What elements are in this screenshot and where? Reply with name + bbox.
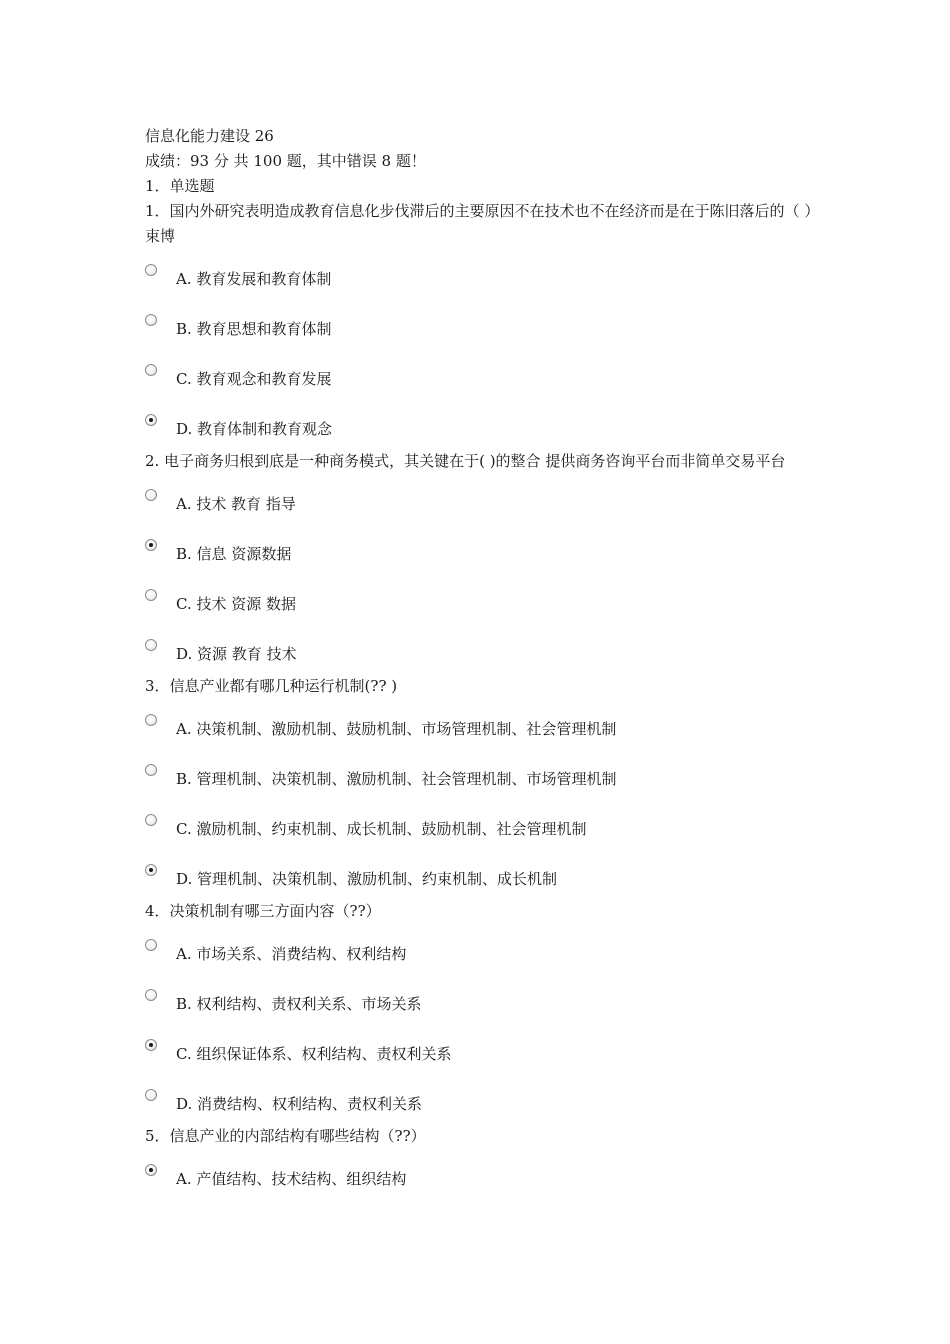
radio-button[interactable] <box>145 539 157 551</box>
radio-button[interactable] <box>145 939 157 951</box>
option-row[interactable] <box>145 849 825 899</box>
radio-button[interactable] <box>145 814 157 826</box>
option-row[interactable] <box>145 524 825 574</box>
option-row[interactable] <box>145 474 825 524</box>
option-row[interactable] <box>145 249 825 299</box>
radio-button[interactable] <box>145 864 157 876</box>
option-row[interactable] <box>145 749 825 799</box>
option-label: A. 教育发展和教育体制 <box>176 270 332 288</box>
option-row[interactable] <box>145 1024 825 1074</box>
score-summary: 成绩：93 分 共 100 题，其中错误 8 题！ <box>145 152 426 170</box>
question-text: 5．信息产业的内部结构有哪些结构（??） <box>145 1127 426 1145</box>
document-page <box>145 124 825 1199</box>
question-block <box>145 199 825 449</box>
question-text: 3．信息产业都有哪几种运行机制(?? ) <box>145 677 398 695</box>
option-label: D. 教育体制和教育观念 <box>176 420 333 438</box>
radio-button[interactable] <box>145 489 157 501</box>
question-text: 2. 电子商务归根到底是一种商务模式，其关键在于( )的整合 提供商务咨询平台而非简单交易平台 <box>145 452 786 470</box>
option-label: D. 消费结构、权利结构、责权利关系 <box>176 1095 423 1113</box>
option-row[interactable] <box>145 924 825 974</box>
option-row[interactable] <box>145 1074 825 1124</box>
option-label: D. 资源 教育 技术 <box>176 645 297 663</box>
radio-button[interactable] <box>145 639 157 651</box>
option-row[interactable] <box>145 624 825 674</box>
radio-button[interactable] <box>145 264 157 276</box>
option-label: B. 管理机制、决策机制、激励机制、社会管理机制、市场管理机制 <box>176 770 617 788</box>
option-row[interactable] <box>145 974 825 1024</box>
option-label: B. 信息 资源数据 <box>176 545 292 563</box>
question-block <box>145 1124 825 1199</box>
option-label: A. 市场关系、消费结构、权利结构 <box>176 945 407 963</box>
option-row[interactable] <box>145 299 825 349</box>
document-title: 信息化能力建设 26 <box>145 127 274 145</box>
option-row[interactable] <box>145 574 825 624</box>
radio-button[interactable] <box>145 714 157 726</box>
radio-button[interactable] <box>145 1089 157 1101</box>
radio-button[interactable] <box>145 1164 157 1176</box>
section-heading: 1．单选题 <box>145 177 215 195</box>
radio-button[interactable] <box>145 589 157 601</box>
question-block <box>145 449 825 674</box>
option-label: A. 决策机制、激励机制、鼓励机制、市场管理机制、社会管理机制 <box>176 720 617 738</box>
radio-button[interactable] <box>145 414 157 426</box>
radio-button[interactable] <box>145 314 157 326</box>
question-text: 4．决策机制有哪三方面内容（??） <box>145 902 381 920</box>
radio-button[interactable] <box>145 1039 157 1051</box>
option-row[interactable] <box>145 1149 825 1199</box>
option-row[interactable] <box>145 349 825 399</box>
option-row[interactable] <box>145 799 825 849</box>
option-row[interactable] <box>145 699 825 749</box>
radio-button[interactable] <box>145 989 157 1001</box>
option-label: D. 管理机制、决策机制、激励机制、约束机制、成长机制 <box>176 870 558 888</box>
radio-button[interactable] <box>145 764 157 776</box>
option-label: A. 产值结构、技术结构、组织结构 <box>176 1170 407 1188</box>
option-label: C. 技术 资源 数据 <box>176 595 297 613</box>
option-label: C. 组织保证体系、权利结构、责权利关系 <box>176 1045 452 1063</box>
question-text: 1．国内外研究表明造成教育信息化步伐滞后的主要原因不在技术也不在经济而是在于陈旧落后的（ ）束博 <box>145 202 812 245</box>
option-label: B. 教育思想和教育体制 <box>176 320 332 338</box>
question-block <box>145 899 825 1124</box>
option-label: C. 教育观念和教育发展 <box>176 370 332 388</box>
radio-button[interactable] <box>145 364 157 376</box>
option-label: B. 权利结构、责权利关系、市场关系 <box>176 995 422 1013</box>
option-row[interactable] <box>145 399 825 449</box>
option-label: C. 激励机制、约束机制、成长机制、鼓励机制、社会管理机制 <box>176 820 587 838</box>
option-label: A. 技术 教育 指导 <box>176 495 296 513</box>
question-block <box>145 674 825 899</box>
